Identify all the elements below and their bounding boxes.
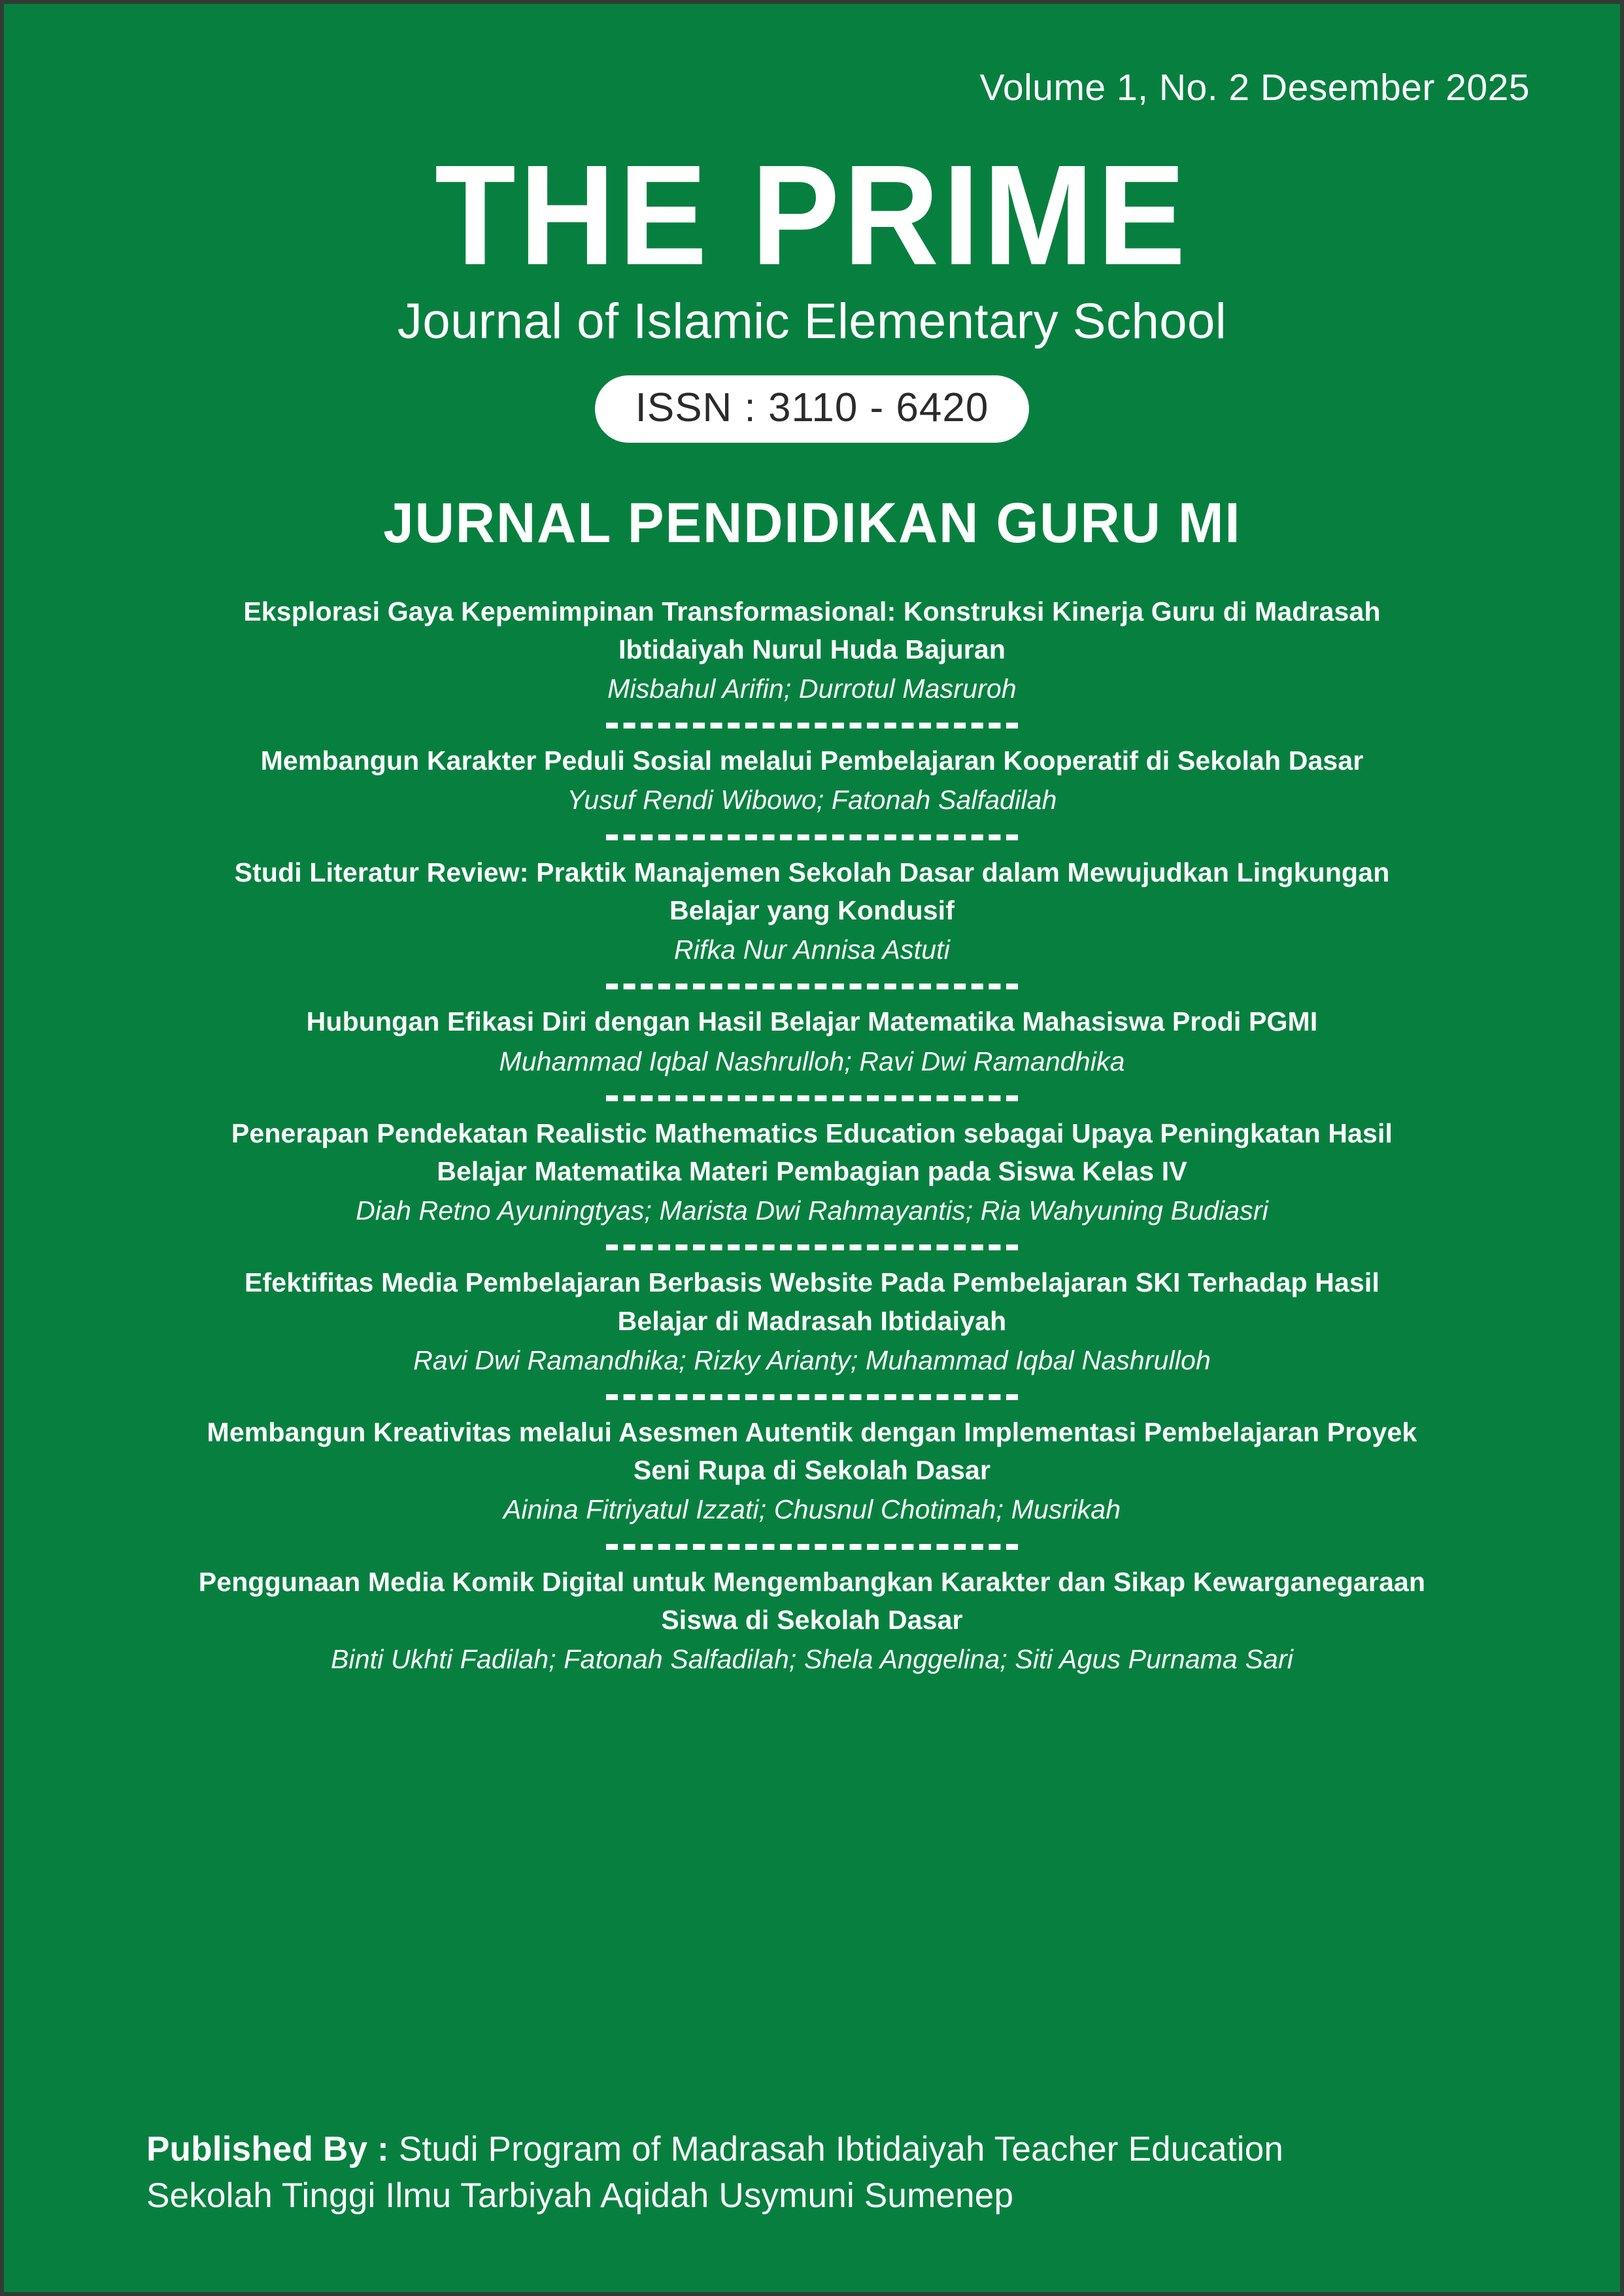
article-separator bbox=[606, 723, 1018, 728]
article-title: Studi Literatur Review: Praktik Manajemen Sekolah Dasar dalam Mewujudkan Lingkungan Belajar yang Kondusif bbox=[234, 857, 1390, 925]
article-title: Penerapan Pendekatan Realistic Mathematics Education sebagai Upaya Peningkatan Hasil Belajar Matematika Materi Pembagian pada Siswa Kelas IV bbox=[231, 1118, 1393, 1186]
publisher-line-1 bbox=[146, 2127, 1283, 2172]
article-entry bbox=[184, 742, 1440, 819]
journal-subtitle: Journal of Islamic Elementary School bbox=[397, 293, 1227, 349]
article-entry bbox=[184, 1563, 1440, 1679]
article-title: Penggunaan Media Komik Digital untuk Mengembangkan Karakter dan Sikap Kewarganegaraan Siswa di Sekolah Dasar bbox=[198, 1566, 1426, 1635]
article-separator bbox=[606, 1095, 1018, 1101]
article-separator bbox=[606, 1544, 1018, 1550]
article-authors: Ainina Fitriyatul Izzati; Chusnul Chotimah; Musrikah bbox=[503, 1494, 1121, 1525]
publisher-line-2: Sekolah Tinggi Ilmu Tarbiyah Aqidah Usymuni Sumenep bbox=[146, 2176, 1014, 2215]
article-authors: Muhammad Iqbal Nashrulloh; Ravi Dwi Ramandhika bbox=[499, 1046, 1125, 1076]
article-separator bbox=[606, 1394, 1018, 1400]
article-title: Eksplorasi Gaya Kepemimpinan Transformasional: Konstruksi Kinerja Guru di Madrasah Ibtidaiyah Nurul Huda Bajuran bbox=[243, 596, 1381, 664]
article-title: Membangun Kreativitas melalui Asesmen Autentik dengan Implementasi Pembelajaran Proyek Seni Rupa di Sekolah Dasar bbox=[207, 1417, 1417, 1486]
article-authors: Yusuf Rendi Wibowo; Fatonah Salfadilah bbox=[567, 785, 1057, 815]
article-title: Hubungan Efikasi Diri dengan Hasil Belajar Matematika Mahasiswa Prodi PGMI bbox=[306, 1006, 1318, 1037]
article-entry bbox=[184, 853, 1440, 969]
published-by-label: Published By : bbox=[146, 2130, 389, 2169]
article-separator bbox=[606, 984, 1018, 989]
article-entry bbox=[184, 1002, 1440, 1080]
issn-badge: ISSN : 3110 - 6420 bbox=[595, 375, 1030, 443]
article-title: Efektifitas Media Pembelajaran Berbasis Website Pada Pembelajaran SKI Terhadap Hasil Belajar di Madrasah Ibtidaiyah bbox=[244, 1267, 1380, 1336]
article-authors: Binti Ukhti Fadilah; Fatonah Salfadilah; Shela Anggelina; Siti Agus Purnama Sari bbox=[330, 1644, 1294, 1675]
journal-title: THE PRIME bbox=[434, 136, 1190, 295]
masthead bbox=[4, 136, 1620, 349]
article-separator bbox=[606, 1244, 1018, 1250]
section-heading: JURNAL PENDIDIKAN GURU MI bbox=[382, 491, 1242, 555]
volume-issue-date: Volume 1, No. 2 Desember 2025 bbox=[979, 67, 1530, 109]
issn-badge-wrapper bbox=[4, 375, 1620, 443]
article-authors: Diah Retno Ayuningtyas; Marista Dwi Rahmayantis; Ria Wahyuning Budiasri bbox=[356, 1195, 1268, 1226]
article-authors: Rifka Nur Annisa Astuti bbox=[674, 934, 950, 965]
publisher-name: Studi Program of Madrasah Ibtidaiyah Teacher Education bbox=[388, 2130, 1284, 2169]
article-entry bbox=[184, 592, 1440, 708]
article-authors: Ravi Dwi Ramandhika; Rizky Arianty; Muhammad Iqbal Nashrulloh bbox=[413, 1345, 1211, 1375]
article-entry bbox=[184, 1263, 1440, 1379]
article-separator bbox=[606, 834, 1018, 840]
publisher-footer bbox=[146, 2127, 1283, 2219]
article-entry bbox=[184, 1114, 1440, 1230]
article-authors: Misbahul Arifin; Durrotul Masruroh bbox=[607, 673, 1017, 704]
article-entry bbox=[184, 1413, 1440, 1529]
article-title: Membangun Karakter Peduli Sosial melalui Pembelajaran Kooperatif di Sekolah Dasar bbox=[260, 745, 1364, 776]
article-list bbox=[184, 592, 1440, 1679]
